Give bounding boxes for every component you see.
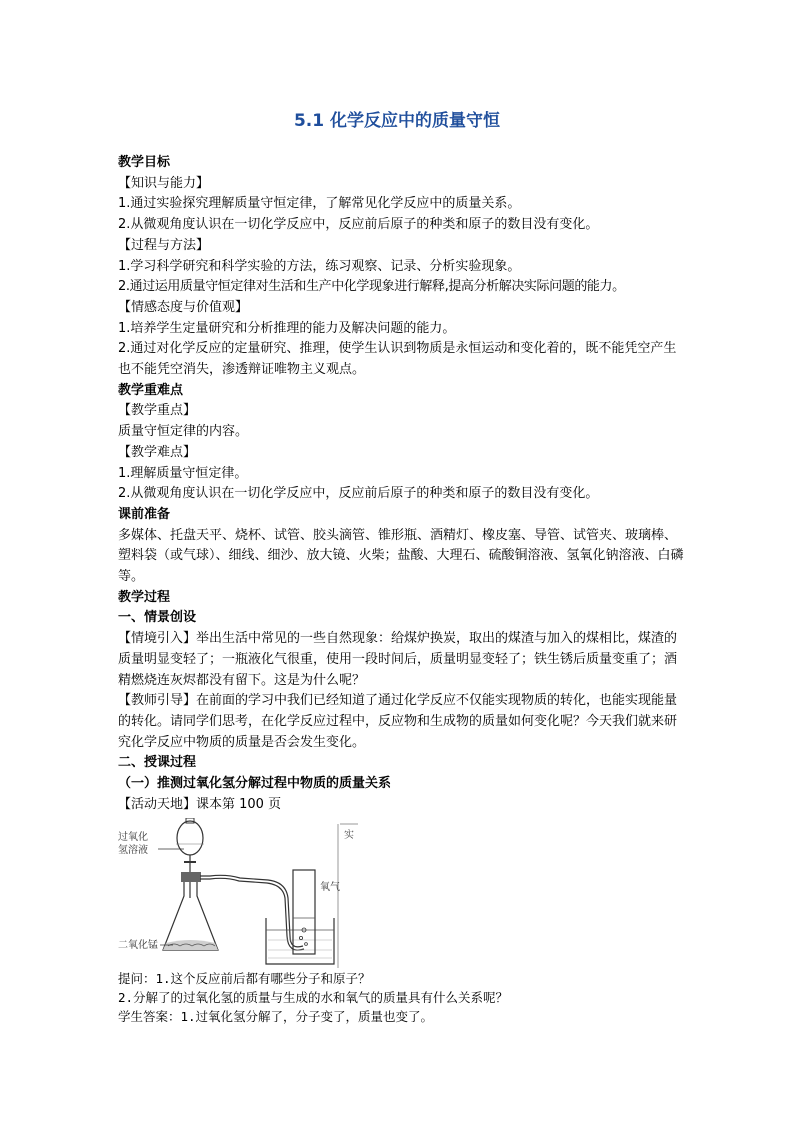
label-mno2: 二氧化锰 xyxy=(118,939,158,951)
section1-heading: 一、情景创设 xyxy=(118,610,197,626)
focus-text: 质量守恒定律的内容。 xyxy=(118,424,249,440)
difficulty-item: 2.从微观角度认识在一切化学反应中，反应前后原子的种类和原子的数目没有变化。 xyxy=(118,486,599,502)
knowledge-item: 2.从微观角度认识在一切化学反应中，反应前后原子的种类和原子的数目没有变化。 xyxy=(118,217,599,233)
experiment-figure xyxy=(118,818,358,968)
difficulty-item: 1.理解质量守恒定律。 xyxy=(118,465,248,481)
objectives-heading: 教学目标 xyxy=(118,155,171,170)
document-body xyxy=(118,153,684,1026)
knowledge-item: 1.通过实验探究理解质量守恒定律，了解常见化学反应中的质量关系。 xyxy=(118,196,521,212)
focus-label: 【教学重点】 xyxy=(118,403,197,419)
page-title: 5.1 化学反应中的质量守恒 xyxy=(293,111,501,131)
section2-heading: 二、授课过程 xyxy=(118,755,197,771)
question-2: 2.分解了的过氧化氢的质量与生成的水和氧气的质量具有什么关系呢？ xyxy=(118,989,509,1005)
process-label: 【过程与方法】 xyxy=(118,237,210,253)
process-item: 2.通过运用质量守恒定律对生活和生产中化学现象进行解释,提高分析解决实际问题的能力。 xyxy=(118,279,625,295)
guide-paragraph: 【教师引导】在前面的学习中我们已经知道了通过化学反应不仅能实现物质的转化，也能实现能量的转化。请同学们思考，在化学反应过程中，反应物和生成物的质量如何变化呢？今天我们就来研究化学反应中物质的质量是否会发生变化。 xyxy=(118,693,678,750)
separatory-funnel xyxy=(176,818,204,898)
intro-paragraph: 【情境引入】举出生活中常见的一些自然现象：给煤炉换炭，取出的煤渣与加入的煤相比，煤渣的质量明显变轻了；一瓶液化气很重，使用一段时间后，质量明显变轻了；铁生锈后质量变重了；酒精燃烧连灰烬都没有留下。这是为什么呢？ xyxy=(118,631,678,688)
emotion-item: 2.通过对化学反应的定量研究、推理，使学生认识到物质是永恒运动和变化着的，既不能凭空产生也不能凭空消失，渗透辩证唯物主义观点。 xyxy=(118,341,677,378)
key-points-heading: 教学重难点 xyxy=(118,382,184,398)
gas-collecting-bottle xyxy=(293,870,315,954)
subsection1-heading: （一）推测过氧化氢分解过程中物质的质量关系 xyxy=(118,776,392,792)
emotion-item: 1.培养学生定量研究和分析推理的能力及解决问题的能力。 xyxy=(118,320,456,336)
label-h2o2-line2: 氢溶液 xyxy=(118,844,148,856)
difficulty-label: 【教学难点】 xyxy=(118,444,197,460)
label-oxygen: 氧气 xyxy=(320,881,340,893)
process-item: 1.学习科学研究和科学实验的方法，练习观察、记录、分析实验现象。 xyxy=(118,258,521,274)
apparatus-diagram xyxy=(118,818,358,968)
process-heading: 教学过程 xyxy=(118,589,171,605)
preparation-text: 多媒体、托盘天平、烧杯、试管、胶头滴管、锥形瓶、酒精灯、橡皮塞、导管、试管夹、玻璃棒、塑料袋（或气球）、细线、细沙、放大镜、火柴；盐酸、大理石、硫酸铜溶液、氢氧化钠溶液、白磷等。 xyxy=(118,527,684,585)
activity-line: 【活动天地】课本第 100 页 xyxy=(118,796,282,812)
preparation-heading: 课前准备 xyxy=(118,506,171,522)
emotion-label: 【情感态度与价值观】 xyxy=(118,299,249,315)
knowledge-label: 【知识与能力】 xyxy=(118,175,210,191)
water-trough xyxy=(266,918,334,964)
corner-char: 实 xyxy=(344,829,354,841)
label-h2o2-line1: 过氧化 xyxy=(118,831,148,843)
question-1: 提问：1.这个反应前后都有哪些分子和原子？ xyxy=(118,970,371,986)
student-answer: 学生答案：1.过氧化氢分解了，分子变了，质量也变了。 xyxy=(118,1008,434,1024)
